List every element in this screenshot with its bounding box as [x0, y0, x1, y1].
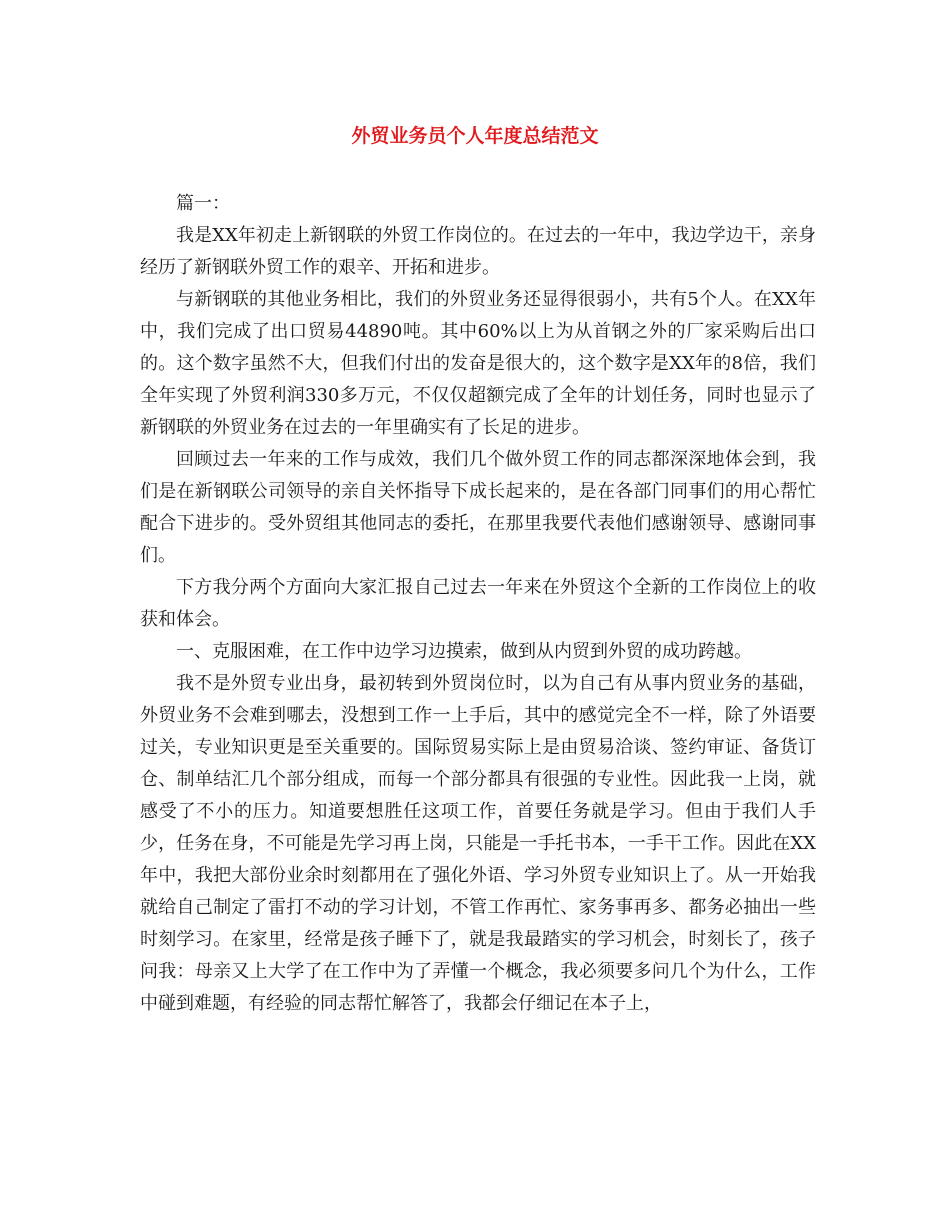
paragraph: 与新钢联的其他业务相比，我们的外贸业务还显得很弱小，共有5个人。在XX年中，我们完成了出口贸易44890吨。其中60%以上为从首钢之外的厂家采购后出口的。这个数字虽然不大，但我们付出的发奋是很大的，这个数字是XX年的8倍，我们全年实现了外贸利润330多万元，不仅仅超额完成了全年的计划任务，同时也显示了新钢联的外贸业务在过去的一年里确实有了长足的进步。: [140, 289, 816, 438]
paragraph: 我是XX年初走上新钢联的外贸工作岗位的。在过去的一年中，我边学边干，亲身经历了新钢联外贸工作的艰辛、开拓和进步。: [140, 225, 816, 278]
section-heading: 一、克服困难，在工作中边学习边摸索，做到从内贸到外贸的成功跨越。: [176, 641, 752, 662]
document-title: 外贸业务员个人年度总结范文: [351, 125, 599, 147]
document-body: [140, 188, 816, 1020]
paragraph: 回顾过去一年来的工作与成效，我们几个做外贸工作的同志都深深地体会到，我们是在新钢联公司领导的亲自关怀指导下成长起来的，是在各部门同事们的用心帮忙配合下进步的。受外贸组其他同志的委托，在那里我要代表他们感谢领导、感谢同事们。: [140, 449, 816, 566]
paragraph: 下方我分两个方面向大家汇报自己过去一年来在外贸这个全新的工作岗位上的收获和体会。: [140, 577, 816, 630]
paragraph: 我不是外贸专业出身，最初转到外贸岗位时，以为自己有从事内贸业务的基础，外贸业务不会难到哪去，没想到工作一上手后，其中的感觉完全不一样，除了外语要过关，专业知识更是至关重要的。国际贸易实际上是由贸易洽谈、签约审证、备货订仓、制单结汇几个部分组成，而每一个部分都具有很强的专业性。因此我一上岗，就感受了不小的压力。知道要想胜任这项工作，首要任务就是学习。但由于我们人手少，任务在身，不可能是先学习再上岗，只能是一手托书本，一手干工作。因此在XX年中，我把大部份业余时刻都用在了强化外语、学习外贸专业知识上了。从一开始我就给自己制定了雷打不动的学习计划，不管工作再忙、家务事再多、都务必抽出一些时刻学习。在家里，经常是孩子睡下了，就是我最踏实的学习机会，时刻长了，孩子问我：母亲又上大学了在工作中为了弄懂一个概念，我必须要多问几个为什么，工作中碰到难题，有经验的同志帮忙解答了，我都会仔细记在本子上，: [140, 673, 816, 1014]
paragraph-section-label: 篇一：: [176, 193, 230, 214]
